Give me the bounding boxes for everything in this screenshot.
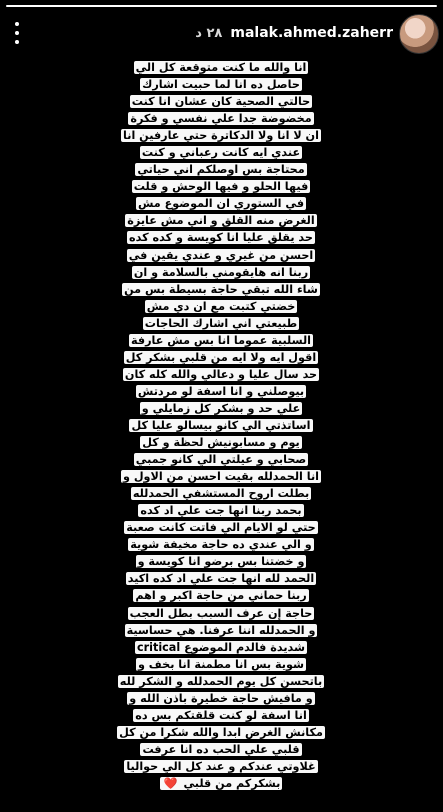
story-text-line-content: فيها الحلو و فيها الوحش و قلت xyxy=(133,180,309,194)
story-text-line xyxy=(96,298,346,315)
story-text-line-content: بشكركم من قلبي ❤️ xyxy=(160,777,283,790)
story-text-line xyxy=(96,775,346,792)
story-text-line xyxy=(96,741,346,758)
story-text-line xyxy=(96,587,346,604)
story-text-line xyxy=(96,93,346,110)
story-text-line-content: ربنا انه هايقومني بالسلامة و ان xyxy=(133,265,309,279)
more-options-icon[interactable] xyxy=(10,22,24,44)
story-text-line xyxy=(96,605,346,622)
story-text-line xyxy=(96,383,346,400)
story-text-line-content: و خضتنا بس برضو انا كويسة و xyxy=(137,555,305,569)
story-text-line xyxy=(96,212,346,229)
story-text-line-content: حتي لو الايام الي فاتت كانت صعبة xyxy=(126,521,316,535)
story-text-line xyxy=(96,519,346,536)
story-text-line-content: علي حد و بشكر كل زمايلي و xyxy=(141,401,301,415)
story-text-line xyxy=(96,502,346,519)
story-text-line xyxy=(96,366,346,383)
story-username[interactable]: malak.ahmed.zaherr xyxy=(230,25,393,41)
story-text-line xyxy=(96,656,346,673)
story-text-line xyxy=(96,59,346,76)
story-text-line-content: حالتي الصحية كان عشان انا كنت xyxy=(131,95,311,109)
story-text-line xyxy=(96,195,346,212)
story-text-line-content: الغرض منه القلق و اني مش عايزة xyxy=(127,214,315,228)
story-text-line xyxy=(96,315,346,332)
story-text-line-content: في الستوري ان الموضوع مش xyxy=(137,197,305,211)
story-text-line xyxy=(96,468,346,485)
story-header xyxy=(0,12,443,54)
story-text-line xyxy=(96,281,346,298)
story-text-line xyxy=(96,400,346,417)
story-text-line-content: حد سال عليا و دعالي والله كله كان xyxy=(124,367,318,381)
story-text-line-content: حاجة إن عرف السبب بطل العجب xyxy=(129,606,313,620)
story-text-line xyxy=(96,639,346,656)
story-text-line-content: خضتي كتبت مع ان دي مش xyxy=(146,299,296,313)
story-user-info[interactable] xyxy=(195,23,393,43)
story-text-line xyxy=(96,178,346,195)
story-text-line xyxy=(96,110,346,127)
story-text-line xyxy=(96,536,346,553)
story-text-line-content: شديدة فالدم الموضوع critical xyxy=(136,640,305,654)
story-text-line-content: السلبية عموما انا بس مش عارفة xyxy=(130,333,312,347)
story-text-line xyxy=(96,264,346,281)
story-text-line-content: شوية بس انا مطمنة انا بخف و xyxy=(137,657,305,671)
story-text-line xyxy=(96,673,346,690)
story-text-line-content: يوم و مسابونيش لحظة و كل xyxy=(142,436,300,450)
story-text-line-content: انا والله ما كنت متوقعة كل الي xyxy=(135,61,307,74)
story-text-line xyxy=(96,690,346,707)
story-text-block xyxy=(96,59,346,792)
story-text-line xyxy=(96,332,346,349)
story-text-line xyxy=(96,76,346,93)
story-text-line xyxy=(96,570,346,587)
story-text-line-content: حاصل ده انا لما حبيت اشارك xyxy=(142,78,300,92)
story-text-line xyxy=(96,417,346,434)
story-text-line xyxy=(96,707,346,724)
story-text-line-content: صحابي و عيلتي الي كانو جمبي xyxy=(135,453,307,467)
story-text-line xyxy=(96,349,346,366)
story-text-line xyxy=(96,758,346,775)
story-text-line xyxy=(96,434,346,451)
story-text-line-content: و الي عندي ده حاجة مخيفة شوية xyxy=(130,538,312,552)
story-text-line-content: اساتذتي الي كانو بيسالو عليا كل xyxy=(131,418,311,432)
story-text-line xyxy=(96,161,346,178)
story-text-line xyxy=(96,144,346,161)
story-text-line-content: عندي ايه كانت رعباني و كنت xyxy=(141,146,301,160)
story-text-line xyxy=(96,485,346,502)
story-text-line xyxy=(96,247,346,264)
story-text-line xyxy=(96,553,346,570)
story-text-line-content: و الحمدلله اننا عرفنا. هي حساسية xyxy=(126,623,316,637)
story-text-line-content: مكانش الغرض ابدا والله شكرا من كل xyxy=(119,725,323,739)
story-text-line-content: و مافيش حاجة خطيرة باذن الله و xyxy=(129,691,313,705)
story-text-line-content: محتاجة بس اوصلكم اني حياتي xyxy=(137,163,305,177)
story-text-line xyxy=(96,622,346,639)
story-text-line-content: الحمد لله انها جت علي اد كده اكيد xyxy=(127,572,315,586)
story-text-line-content: انا الحمدلله بقيت احسن من الاول و xyxy=(122,470,319,484)
story-text-line-content: مخضوضة جدا علي نفسي و فكرة xyxy=(130,112,312,126)
story-text-line-content: غلاوتي عندكم و عند كل الي حواليا xyxy=(126,759,316,773)
story-text-line-content: احسن من غيري و عندي يقين في xyxy=(128,248,314,262)
story-text-line xyxy=(96,451,346,468)
story-text-line xyxy=(96,724,346,741)
story-text-line xyxy=(96,229,346,246)
story-progress-bar xyxy=(6,5,437,7)
story-text-line xyxy=(96,127,346,144)
story-text-line-content: شاء الله تبقي حاجة بسيطة بس من xyxy=(124,282,318,296)
story-text-line-content: حد يقلق عليا انا كويسة و كده كده xyxy=(129,231,313,245)
story-text-line-content: باتحسن كل يوم الحمدلله و الشكر لله xyxy=(119,674,323,688)
story-timestamp: ٢٨ د xyxy=(195,25,223,41)
avatar[interactable] xyxy=(399,14,439,54)
story-text-line-content: بحمد ربنا انها جت علي اد كده xyxy=(140,504,302,518)
story-text-line-content: بطلت اروح المستشفي الحمدلله xyxy=(132,487,310,501)
story-progress-fill xyxy=(6,5,437,7)
story-text-line-content: انا اسفة لو كنت قلقتكم بس ده xyxy=(135,708,307,722)
story-text-line-content: ربنا حماني من حاجة اكبر و اهم xyxy=(135,589,307,603)
story-text-line-content: ان لا انا ولا الدكاترة حتي عارفين انا xyxy=(123,129,319,143)
heart-icon: ❤️ xyxy=(163,776,178,790)
story-text-line-content: اقول ايه ولا ايه من قلبي بشكر كل xyxy=(125,350,317,364)
story-text-line-content: طبيعتي اني اشارك الحاجات xyxy=(144,316,298,330)
story-text-line-content: بيوصلني و انا اسفة لو مردتش xyxy=(137,384,305,398)
story-text-line-content: قلبي علي الحب ده انا عرفت xyxy=(142,742,300,756)
